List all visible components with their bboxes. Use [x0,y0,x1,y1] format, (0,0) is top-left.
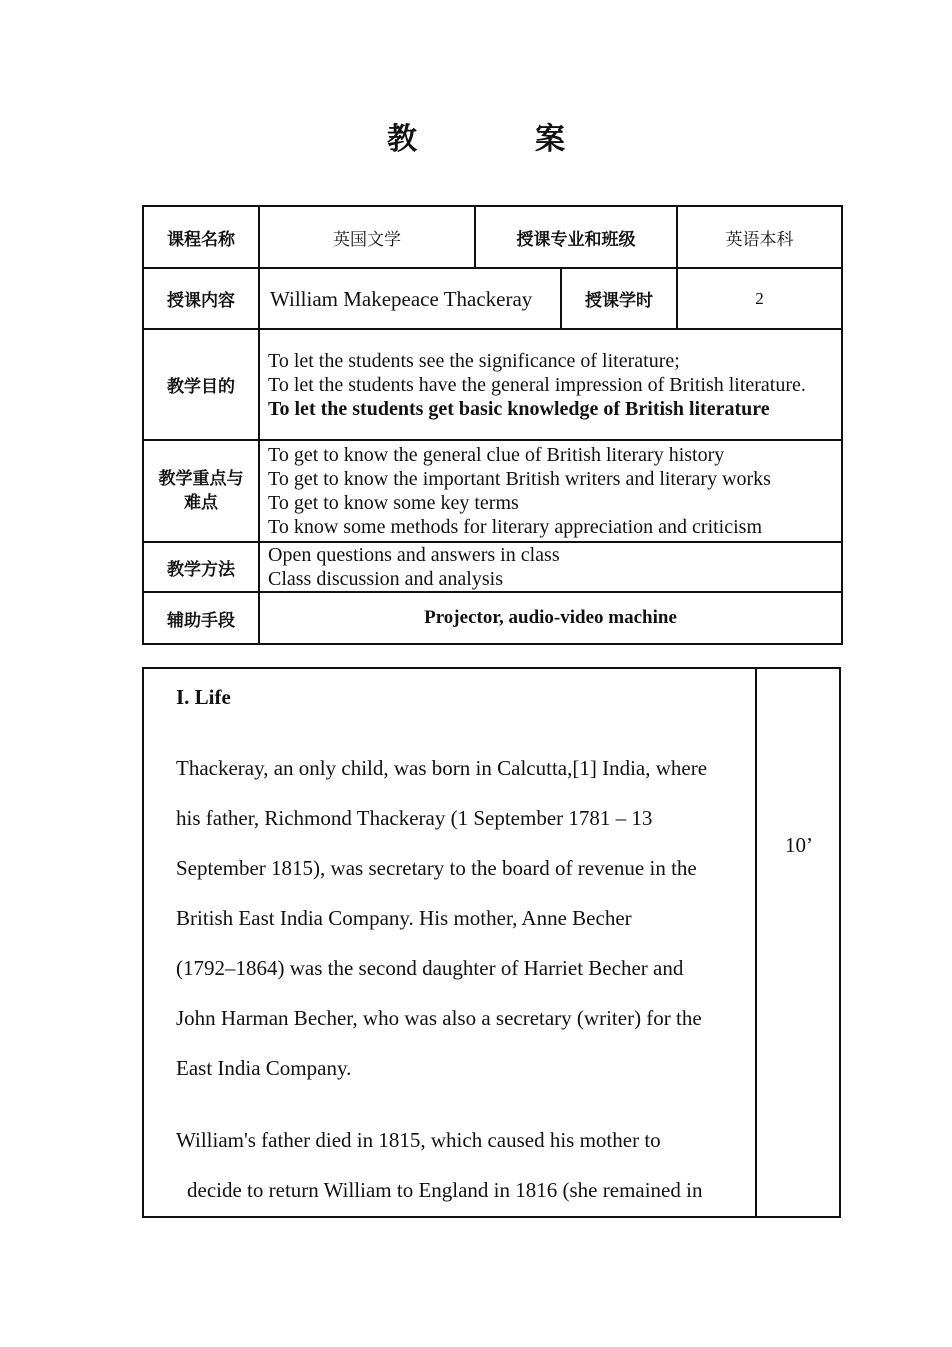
major-class-value: 英语本科 [677,206,842,268]
paragraph-line: William's father died in 1815, which caused his mother to [176,1128,661,1152]
paragraph-line: British East India Company. His mother, Anne Becher [176,906,632,930]
page-title: 教 案 [387,122,609,157]
hours-value: 2 [677,268,842,329]
paragraph-line: September 1815), was secretary to the board of revenue in the [176,856,697,880]
paragraph-line: Thackeray, an only child, was born in Calcutta,[1] India, where [176,756,708,780]
methods-row [143,542,842,592]
objectives-value [259,329,842,440]
keypoints-label-line: 难点 [184,493,218,513]
section-heading: I. Life [176,685,231,709]
course-name-label: 课程名称 [143,206,259,268]
paragraph-line: decide to return William to England in 1816 (she remained in [187,1178,703,1202]
paragraph-line: his father, Richmond Thackeray (1 September 1781 – 13 [176,806,653,830]
method-item: Open questions and answers in class [268,544,560,566]
keypoint-item: To get to know the general clue of British literary history [268,444,725,466]
time-allocation: 10’ [785,833,813,857]
hours-label: 授课学时 [561,268,677,329]
methods-value [259,542,842,592]
paragraph [176,743,756,1093]
objectives-label: 教学目的 [143,329,259,440]
aids-label: 辅助手段 [143,592,259,644]
objectives-row [143,329,842,440]
course-name-value: 英国文学 [259,206,475,268]
keypoints-row [143,440,842,542]
content-value: William Makepeace Thackeray [259,268,561,329]
content-label: 授课内容 [143,268,259,329]
major-class-label: 授课专业和班级 [475,206,677,268]
paragraph [176,1115,756,1215]
lesson-content-box [142,667,841,1218]
keypoint-item: To get to know some key terms [268,492,519,514]
paragraph-line: John Harman Becher, who was also a secretary (writer) for the [176,1006,702,1030]
objective-item: To let the students see the significance of literature; [268,349,680,372]
course-row [143,206,842,268]
method-item: Class discussion and analysis [268,568,503,590]
keypoint-item: To get to know the important British writers and literary works [268,468,771,490]
objective-item: To let the students get basic knowledge of British literature [268,397,770,420]
aids-row [143,592,842,644]
content-row [143,268,842,329]
paragraph-line: East India Company. [176,1056,352,1080]
objective-item: To let the students have the general impression of British literature. [268,373,806,396]
keypoints-label-line: 教学重点与 [158,469,244,489]
lesson-info-table [142,205,843,645]
paragraph-line: (1792–1864) was the second daughter of Harriet Becher and [176,956,684,980]
keypoints-label [143,440,259,542]
methods-label: 教学方法 [143,542,259,592]
keypoints-value [259,440,842,542]
keypoint-item: To know some methods for literary appreciation and criticism [268,516,763,538]
aids-value: Projector, audio-video machine [259,592,842,644]
